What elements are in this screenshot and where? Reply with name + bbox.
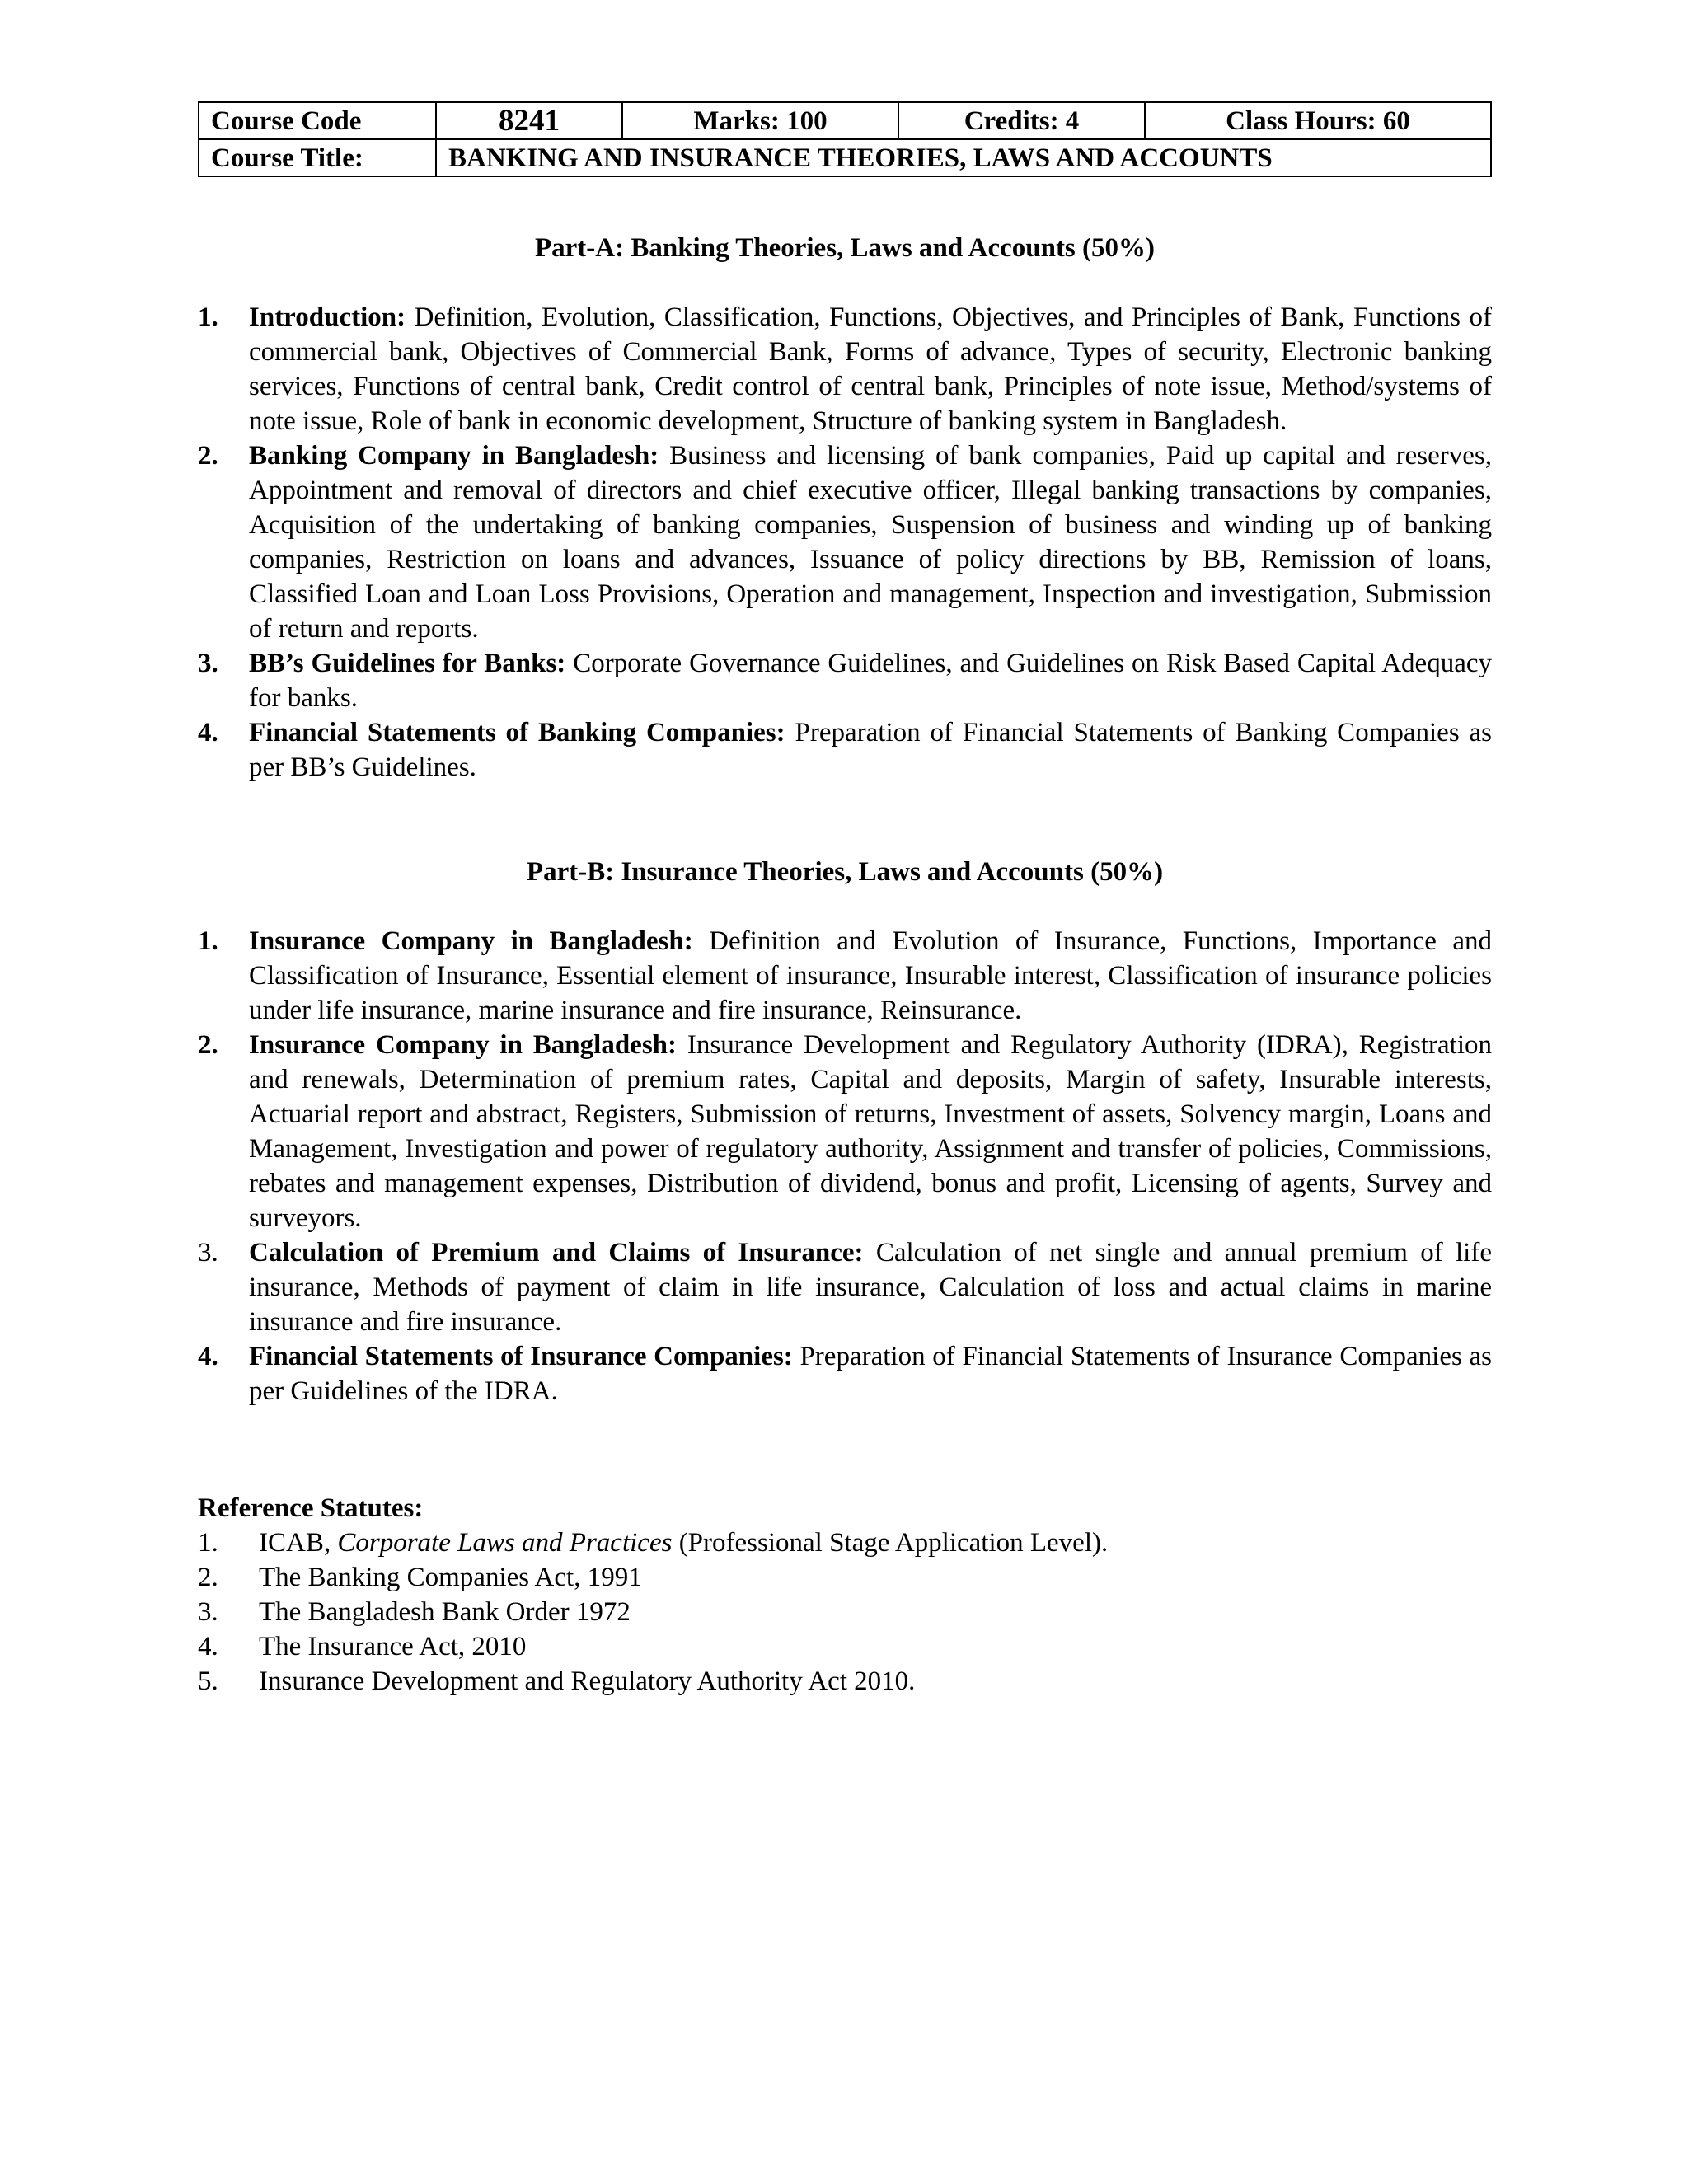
topic-number: 2. [198,441,218,471]
part-a-topic [198,438,1492,646]
topic-number: 4. [198,1342,218,1371]
topic-text: Definition and Evolution of Insurance, Functions, Importance and Classification of Insurance, Essential element of insurance, Insurable interest, Classification of insurance policies under life insurance, marine insurance and fire insurance, Reinsurance. [249,926,1492,1025]
credits-cell: Credits: 4 [898,102,1145,139]
course-code-label: Course Code [199,102,436,139]
syllabus-page [198,101,1493,1696]
part-a-topic [198,300,1492,438]
reference-item [198,1629,1492,1664]
topic-text: Definition, Evolution, Classification, Functions, Objectives, and Principles of Bank, Functions of commercial bank, Objectives of Commercial Bank, Forms of advance, Types of security, Electronic banking services, Functions of central bank, Credit control of central bank, Principles of note issue, Method/systems of note issue, Role of bank in economic development, Structure of banking system in Bangladesh. [249,302,1492,436]
reference-number: 2. [198,1563,218,1592]
reference-text-suffix: (Professional Stage Application Level). [672,1528,1109,1558]
reference-number: 5. [198,1666,218,1696]
topic-lead: Banking Company in Bangladesh: [249,441,659,471]
topic-lead: Insurance Company in Bangladesh: [249,926,693,956]
topic-number: 1. [198,302,218,332]
topic-lead: Introduction: [249,302,406,332]
topic-lead: Financial Statements of Banking Companies: [249,718,785,748]
reference-number: 1. [198,1528,218,1558]
topic-lead: Calculation of Premium and Claims of Insurance: [249,1238,864,1268]
part-a-topic [198,715,1492,785]
reference-list [198,1526,1492,1699]
reference-item [198,1560,1492,1595]
reference-number: 3. [198,1597,218,1627]
topic-number: 2. [198,1030,218,1060]
reference-text: ICAB, [259,1528,338,1558]
topic-lead: BB’s Guidelines for Banks: [249,649,566,678]
part-b-topic [198,1339,1492,1408]
marks-cell: Marks: 100 [622,102,898,139]
course-title-value: BANKING AND INSURANCE THEORIES, LAWS AND ACCOUNTS [436,139,1491,176]
part-b-topic-list [198,924,1492,1408]
topic-text: Corporate Governance Guidelines, and Guidelines on Risk Based Capital Adequacy for banks. [249,649,1492,713]
part-b-topic [198,924,1492,1028]
part-b-topic [198,1028,1492,1235]
reference-item [198,1595,1492,1629]
topic-text: Preparation of Financial Statements of Insurance Companies as per Guidelines of the IDRA. [249,1342,1492,1406]
reference-title-italic: Corporate Laws and Practices [337,1528,673,1558]
class-hours-cell: Class Hours: 60 [1145,102,1491,139]
course-info-table [198,101,1492,177]
reference-item [198,1664,1492,1699]
part-a-heading: Part-A: Banking Theories, Laws and Accounts (50%) [534,233,1156,263]
reference-text: Insurance Development and Regulatory Authority Act 2010. [259,1666,916,1696]
part-b-heading: Part-B: Insurance Theories, Laws and Accounts (50%) [526,857,1164,887]
topic-text: Business and licensing of bank companies, Paid up capital and reserves, Appointment and removal of directors and chief executive officer, Illegal banking transactions by companies, Acquisition of the undertaking of banking companies, Suspension of business and winding up of banking companies, Restriction on loans and advances, Issuance of policy directions by BB, Remission of loans, Classified Loan and Loan Loss Provisions, Operation and management, Inspection and investigation, Submission of return and reports. [249,441,1492,644]
reference-text: The Banking Companies Act, 1991 [259,1563,642,1592]
topic-number: 1. [198,926,218,956]
topic-text: Insurance Development and Regulatory Authority (IDRA), Registration and renewals, Determination of premium rates, Capital and deposits, Margin of safety, Insurable interests, Actuarial report and abstract, Registers, Submission of returns, Investment of assets, Solvency margin, Loans and Management, Investigation and power of regulatory authority, Assignment and transfer of policies, Commissions, rebates and management expenses, Distribution of dividend, bonus and profit, Licensing of agents, Survey and surveyors. [249,1030,1493,1233]
course-title-label: Course Title: [199,139,436,176]
reference-statutes-heading: Reference Statutes: [198,1493,424,1523]
topic-number: 4. [198,718,218,748]
part-b-topic [198,1235,1492,1339]
part-a-topic-list [198,300,1492,785]
reference-number: 4. [198,1632,218,1661]
reference-text: The Bangladesh Bank Order 1972 [259,1597,631,1627]
topic-number: 3. [198,1238,218,1268]
topic-lead: Insurance Company in Bangladesh: [249,1030,678,1060]
reference-text: The Insurance Act, 2010 [259,1632,527,1661]
part-a-topic [198,646,1492,715]
reference-item [198,1526,1492,1560]
course-code-value: 8241 [436,102,622,139]
topic-number: 3. [198,649,218,678]
topic-text: Calculation of net single and annual premium of life insurance, Methods of payment of claim in life insurance, Calculation of loss and actual claims in marine insurance and fire insurance. [249,1238,1492,1337]
course-title-row [199,139,1491,176]
topic-text: Preparation of Financial Statements of Banking Companies as per BB’s Guidelines. [249,718,1493,782]
course-info-row [199,102,1491,139]
topic-lead: Financial Statements of Insurance Companies: [249,1342,793,1371]
